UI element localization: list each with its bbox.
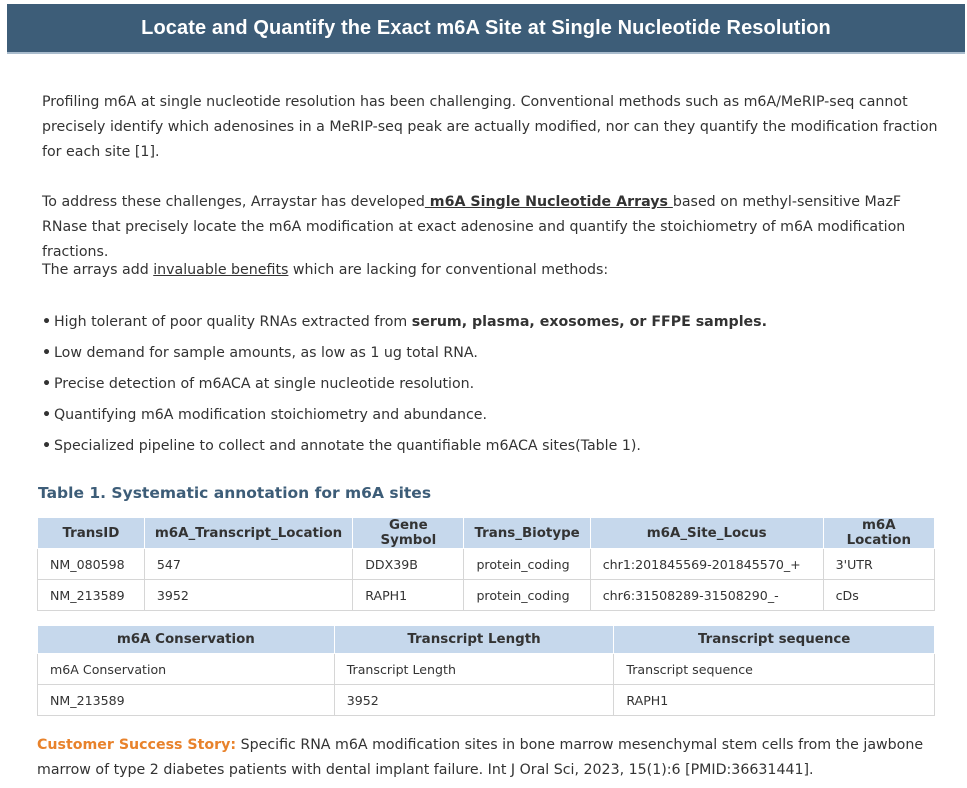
- p3-text-before: The arrays add: [42, 262, 154, 278]
- table-cell: NM_080598: [38, 549, 145, 580]
- list-item: [42, 400, 767, 431]
- conservation-table: [37, 625, 935, 716]
- table-caption: Table 1. Systematic annotation for m6A sites: [38, 484, 432, 502]
- table-row: [38, 580, 935, 611]
- table-row: [38, 549, 935, 580]
- table-cell: protein_coding: [464, 549, 590, 580]
- list-item: [42, 431, 767, 462]
- table-cell: 547: [144, 549, 352, 580]
- column-header-transcript-location: m6A_Transcript_Location: [144, 518, 352, 549]
- bullet-icon: •: [42, 345, 52, 361]
- table-cell: m6A Conservation: [38, 654, 335, 685]
- benefit-bold-text: serum, plasma, exosomes, or FFPE samples.: [411, 314, 768, 330]
- table-cell: 3'UTR: [823, 549, 934, 580]
- bullet-icon: •: [42, 376, 52, 392]
- intro-paragraph-1: Profiling m6A at single nucleotide resolution has been challenging. Conventional methods such as m6A/MeRIP-seq cannot precisely identify which adenosines in a MeRIP-seq peak are actually modified, nor can they quantify the modification fraction for each site [1].: [42, 94, 938, 160]
- table-cell: cDs: [823, 580, 934, 611]
- customer-success-story: [37, 733, 937, 783]
- table-header-row: [38, 626, 935, 654]
- list-item: [42, 307, 767, 338]
- list-item: [42, 369, 767, 400]
- column-header-transid: TransID: [38, 518, 145, 549]
- column-header-trans-biotype: Trans_Biotype: [464, 518, 590, 549]
- table-header-row: [38, 518, 935, 549]
- benefit-text: Precise detection of m6ACA at single nucleotide resolution.: [54, 376, 475, 392]
- invaluable-benefits-text: invaluable benefits: [153, 262, 289, 278]
- m6a-arrays-link[interactable]: m6A Single Nucleotide Arrays: [424, 194, 673, 210]
- table-cell: protein_coding: [464, 580, 590, 611]
- column-header-transcript-sequence: Transcript sequence: [614, 626, 935, 654]
- intro-paragraph-3: [42, 258, 938, 283]
- table-row: [38, 685, 935, 716]
- annotation-table: [37, 517, 935, 611]
- table-cell: DDX39B: [353, 549, 464, 580]
- table-cell: 3952: [144, 580, 352, 611]
- benefit-text: Low demand for sample amounts, as low as 1 ug total RNA.: [54, 345, 478, 361]
- table-cell: Transcript sequence: [614, 654, 935, 685]
- bullet-icon: •: [42, 314, 52, 330]
- table-cell: chr6:31508289-31508290_-: [590, 580, 823, 611]
- title-banner: [7, 4, 965, 54]
- benefit-text: High tolerant of poor quality RNAs extracted from: [54, 314, 412, 330]
- table-cell: RAPH1: [614, 685, 935, 716]
- table-cell: RAPH1: [353, 580, 464, 611]
- bullet-icon: •: [42, 438, 52, 454]
- p3-text-after: which are lacking for conventional methods:: [288, 262, 609, 278]
- bullet-icon: •: [42, 407, 52, 423]
- page-title: Locate and Quantify the Exact m6A Site at Single Nucleotide Resolution: [141, 16, 831, 39]
- intro-paragraph-2: [42, 190, 938, 265]
- table-cell: Transcript Length: [334, 654, 614, 685]
- table-cell: 3952: [334, 685, 614, 716]
- story-text: Specific RNA m6A modification sites in bone marrow mesenchymal stem cells from the jawbone marrow of type 2 diabetes patients with dental implant failure. Int J Oral Sci, 2023, 15(1):6 [PMID:36631441].: [37, 737, 924, 778]
- p2-text-before: To address these challenges, Arraystar has developed: [42, 194, 425, 210]
- table-cell: NM_213589: [38, 580, 145, 611]
- column-header-site-locus: m6A_Site_Locus: [590, 518, 823, 549]
- list-item: [42, 338, 767, 369]
- benefit-text: Quantifying m6A modification stoichiometry and abundance.: [54, 407, 488, 423]
- column-header-m6a-conservation: m6A Conservation: [38, 626, 335, 654]
- benefit-text: Specialized pipeline to collect and annotate the quantifiable m6ACA sites(Table 1).: [54, 438, 641, 454]
- p2-text-after: based on methyl-sensitive MazF RNase that precisely locate the m6A modification at exact adenosine and quantify the stoichiometry of m6A modification fractions.: [42, 194, 906, 260]
- story-label: Customer Success Story:: [37, 737, 237, 753]
- column-header-transcript-length: Transcript Length: [334, 626, 614, 654]
- table-cell: chr1:201845569-201845570_+: [590, 549, 823, 580]
- column-header-gene-symbol: Gene Symbol: [353, 518, 464, 549]
- table-row: [38, 654, 935, 685]
- benefits-list: [42, 307, 767, 462]
- table-cell: NM_213589: [38, 685, 335, 716]
- column-header-m6a-location: m6A Location: [823, 518, 934, 549]
